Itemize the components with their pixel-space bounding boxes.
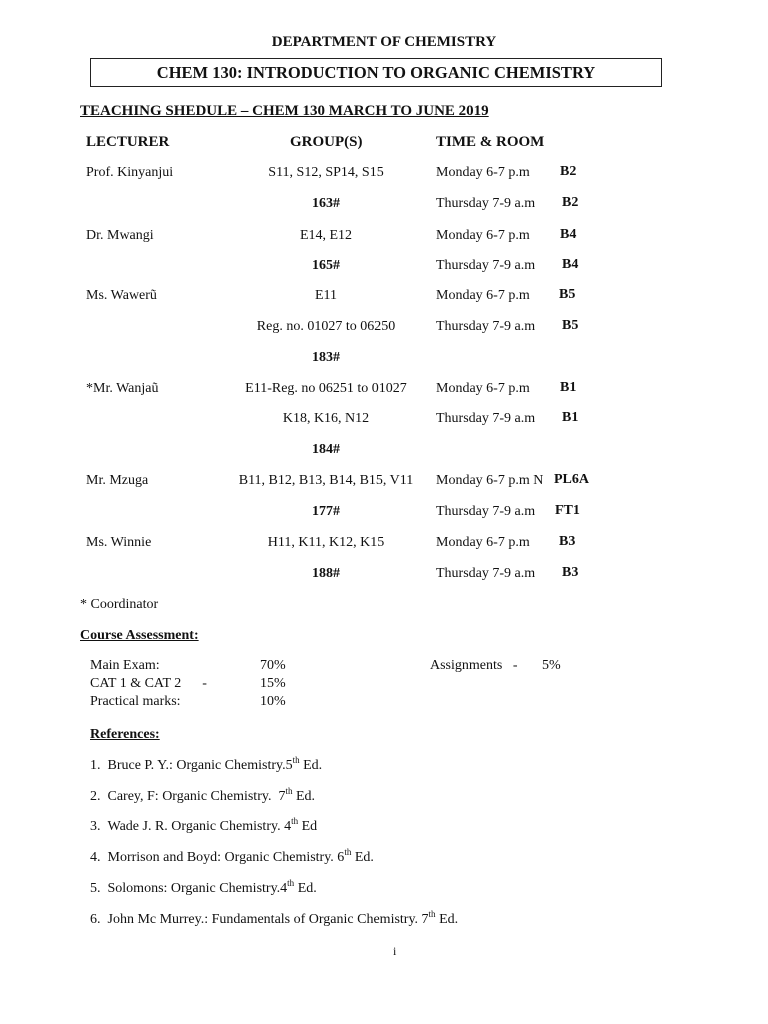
time-cell: Monday 6-7 p.m <box>436 381 530 396</box>
time-cell: Thursday 7-9 a.m <box>436 504 536 519</box>
reference-number: 3. <box>90 819 101 834</box>
header-groups: GROUP(S) <box>290 134 363 150</box>
reference-edition: Ed. <box>435 912 459 927</box>
reference-item <box>90 755 323 774</box>
reference-text: Carey, F: Organic Chemistry. 7 <box>107 789 286 804</box>
room-cell: B5 <box>559 287 576 302</box>
reference-item <box>90 847 374 866</box>
course-title: CHEM 130: INTRODUCTION TO ORGANIC CHEMISTRY <box>156 62 596 82</box>
group-cell: E11 <box>314 288 338 303</box>
course-title-box <box>90 58 662 87</box>
reference-edition: Ed. <box>294 881 317 896</box>
assessment-title: Course Assessment: <box>80 628 199 643</box>
reference-sup: th <box>291 816 299 826</box>
group-cell: Reg. no. 01027 to 06250 <box>256 319 396 334</box>
assessment-value: 10% <box>260 694 286 709</box>
group-cell: H11, K11, K12, K15 <box>267 535 385 550</box>
reference-edition: Ed. <box>292 789 316 804</box>
time-cell: Monday 6-7 p.m N <box>436 473 544 488</box>
lecturer-name: Dr. Mwangi <box>86 228 154 243</box>
group-cell: 184# <box>312 442 340 457</box>
room-cell: B1 <box>560 380 577 395</box>
reference-item <box>90 786 316 805</box>
group-cell: K18, K16, N12 <box>282 411 370 426</box>
reference-sup: th <box>285 786 293 796</box>
reference-edition: Ed. <box>351 850 374 865</box>
group-cell: 188# <box>312 566 340 581</box>
reference-number: 6. <box>90 912 101 927</box>
reference-item <box>90 878 317 897</box>
group-cell: E14, E12 <box>299 228 353 243</box>
time-cell: Thursday 7-9 a.m <box>436 411 536 426</box>
department-heading: DEPARTMENT OF CHEMISTRY <box>271 34 497 50</box>
references-title: References: <box>90 727 160 742</box>
group-cell: 177# <box>312 504 340 519</box>
time-cell: Thursday 7-9 a.m <box>436 196 536 211</box>
lecturer-name: *Mr. Wanjaũ <box>86 381 159 396</box>
page-number: i <box>393 944 397 958</box>
room-cell: B2 <box>562 195 579 210</box>
lecturer-name: Ms. Wawerũ <box>86 288 157 303</box>
room-cell: PL6A <box>554 472 589 487</box>
reference-text: John Mc Murrey.: Fundamentals of Organic Chemistry. 7 <box>107 912 429 927</box>
assessment-label: Practical marks: <box>90 694 181 709</box>
time-cell: Monday 6-7 p.m <box>436 165 530 180</box>
room-cell: B1 <box>562 410 579 425</box>
assignments-label: Assignments - <box>430 658 518 673</box>
group-cell: 183# <box>312 350 340 365</box>
assignments-value: 5% <box>542 658 561 673</box>
header-time-room: TIME & ROOM <box>436 134 545 150</box>
coordinator-note: * Coordinator <box>80 597 159 612</box>
room-cell: B3 <box>559 534 576 549</box>
reference-number: 4. <box>90 850 101 865</box>
reference-sup: th <box>344 847 352 857</box>
assessment-label: Main Exam: <box>90 658 160 673</box>
time-cell: Monday 6-7 p.m <box>436 288 530 303</box>
time-cell: Monday 6-7 p.m <box>436 535 530 550</box>
time-cell: Monday 6-7 p.m <box>436 228 530 243</box>
schedule-title: TEACHING SHEDULE – CHEM 130 MARCH TO JUNE 2019 <box>80 103 489 119</box>
header-lecturer: LECTURER <box>86 134 170 150</box>
room-cell: FT1 <box>555 503 580 518</box>
reference-text: Bruce P. Y.: Organic Chemistry.5 <box>107 758 293 773</box>
time-cell: Thursday 7-9 a.m <box>436 258 536 273</box>
reference-item <box>90 909 459 928</box>
lecturer-name: Ms. Winnie <box>86 535 152 550</box>
group-cell: S11, S12, SP14, S15 <box>268 165 384 180</box>
room-cell: B2 <box>560 164 577 179</box>
reference-number: 2. <box>90 789 101 804</box>
reference-sup: th <box>287 878 295 888</box>
reference-edition: Ed <box>298 819 318 834</box>
group-cell: E11-Reg. no 06251 to 01027 <box>245 381 407 396</box>
reference-text: Wade J. R. Organic Chemistry. 4 <box>107 819 292 834</box>
reference-item <box>90 816 318 835</box>
lecturer-name: Mr. Mzuga <box>86 473 149 488</box>
time-cell: Thursday 7-9 a.m <box>436 319 536 334</box>
lecturer-name: Prof. Kinyanjui <box>86 165 174 180</box>
room-cell: B3 <box>562 565 579 580</box>
group-cell: B11, B12, B13, B14, B15, V11 <box>238 473 414 488</box>
reference-number: 1. <box>90 758 101 773</box>
reference-edition: Ed. <box>299 758 323 773</box>
assessment-value: 70% <box>260 658 286 673</box>
reference-text: Solomons: Organic Chemistry.4 <box>107 881 288 896</box>
reference-sup: th <box>292 755 300 765</box>
time-cell: Thursday 7-9 a.m <box>436 566 536 581</box>
room-cell: B4 <box>560 227 577 242</box>
room-cell: B5 <box>562 318 579 333</box>
reference-text: Morrison and Boyd: Organic Chemistry. 6 <box>107 850 345 865</box>
reference-number: 5. <box>90 881 101 896</box>
assessment-label: CAT 1 & CAT 2 - <box>90 676 207 691</box>
room-cell: B4 <box>562 257 579 272</box>
reference-sup: th <box>428 909 436 919</box>
group-cell: 165# <box>312 258 340 273</box>
group-cell: 163# <box>312 196 340 211</box>
assessment-value: 15% <box>260 676 286 691</box>
